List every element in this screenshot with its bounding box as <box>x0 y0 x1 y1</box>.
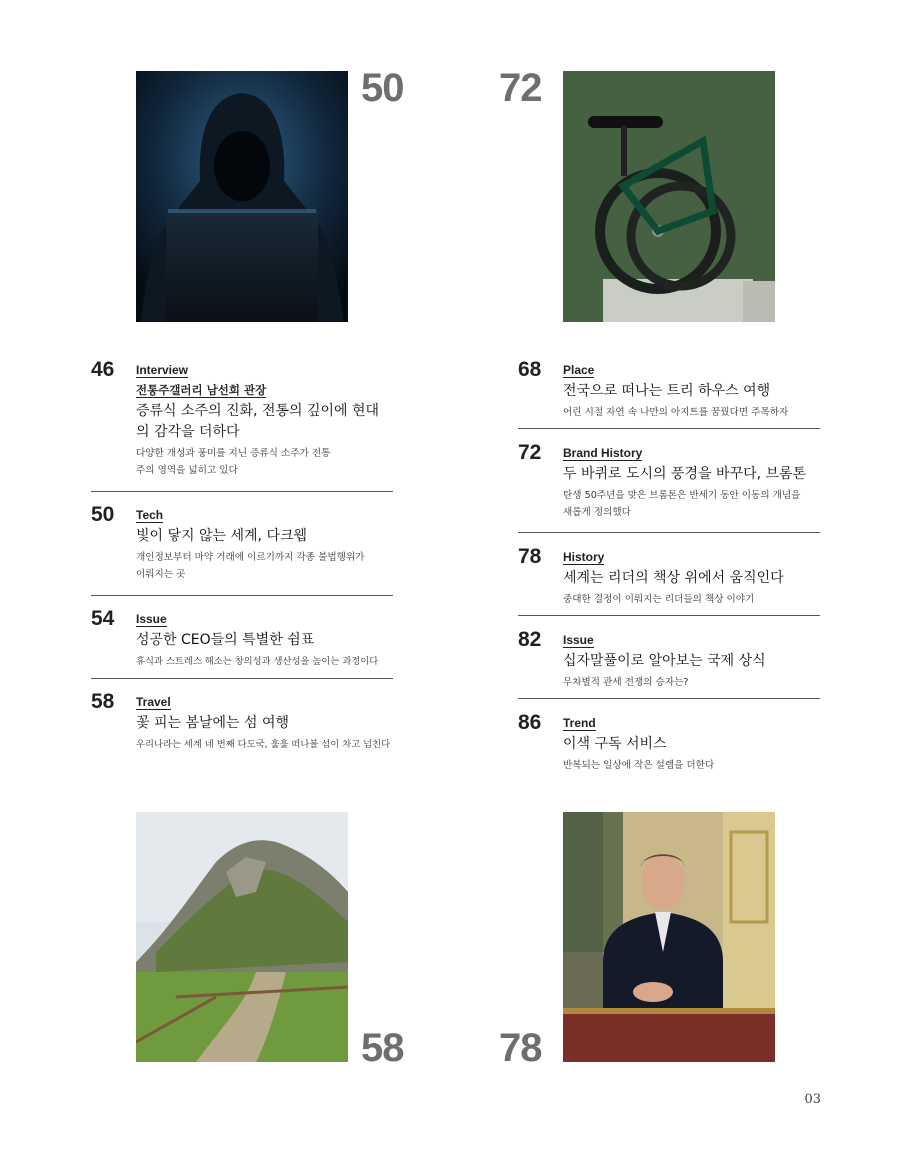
entry-title: 두 바퀴로 도시의 풍경을 바꾸다, 브롬톤 <box>563 466 807 482</box>
big-number-top-right: 72 <box>499 66 542 110</box>
entry-category: History <box>563 550 605 564</box>
entry-category: Place <box>563 363 595 377</box>
divider <box>518 698 820 699</box>
big-number-bottom-left: 58 <box>361 1026 404 1070</box>
entry-page-number: 46 <box>91 358 115 381</box>
entry-page-number: 86 <box>518 711 542 734</box>
entry-page-number: 50 <box>91 503 115 526</box>
entry-title: 꽃 피는 봄날에는 섬 여행 <box>136 715 290 731</box>
entry-description: 개인정보부터 마약 거래에 이르기까지 각종 불법행위가 이뤄지는 곳 <box>136 552 365 580</box>
entry-category: Travel <box>136 695 171 709</box>
dark-web-hacker-photo <box>136 71 348 322</box>
entry-description: 다양한 개성과 풍미를 지닌 증류식 소주가 전통주의 영역을 넓히고 있다 <box>136 448 331 476</box>
brompton-bicycle-photo <box>563 71 775 322</box>
entry-page-number: 78 <box>518 545 542 568</box>
entry-category: Interview <box>136 363 189 377</box>
entry-category: Tech <box>136 508 164 522</box>
entry-description: 우리나라는 세계 네 번째 다도국, 훌훌 떠나볼 섬이 차고 넘친다 <box>136 739 391 750</box>
entry-category: Trend <box>563 716 596 730</box>
entry-description: 휴식과 스트레스 해소는 창의성과 생산성을 높이는 과정이다 <box>136 656 379 667</box>
leader-desk-photo <box>563 812 775 1062</box>
big-number-bottom-right: 78 <box>499 1026 542 1070</box>
entry-page-number: 82 <box>518 628 542 651</box>
entry-page-number: 54 <box>91 607 115 630</box>
entry-title: 이색 구독 서비스 <box>563 736 667 752</box>
entry-title: 증류식 소주의 진화, 전통의 깊이에 현대의 감각을 더하다 <box>136 403 380 440</box>
entry-title: 전국으로 떠나는 트리 하우스 여행 <box>563 383 771 399</box>
entry-page-number: 68 <box>518 358 542 381</box>
entry-description: 무차별적 관세 전쟁의 승자는? <box>563 677 689 688</box>
entry-description: 반복되는 일상에 작은 설렘을 더한다 <box>563 760 715 771</box>
divider <box>518 615 820 616</box>
big-number-top-left: 50 <box>361 66 404 110</box>
page-number: 03 <box>804 1092 821 1107</box>
entry-description: 중대한 결정이 이뤄지는 리더들의 책상 이야기 <box>563 594 755 605</box>
divider <box>91 491 393 492</box>
divider <box>91 595 393 596</box>
entry-category: Brand History <box>563 446 643 460</box>
entry-description: 어린 시절 자연 속 나만의 아지트를 꿈꿨다면 주목하자 <box>563 407 789 418</box>
entry-subtitle: 전통주갤러리 남선희 관장 <box>136 383 267 397</box>
entry-category: Issue <box>563 633 594 647</box>
divider <box>91 678 393 679</box>
entry-title: 성공한 CEO들의 특별한 쉼표 <box>136 632 315 648</box>
entry-category: Issue <box>136 612 167 626</box>
entry-description: 탄생 50주년을 맞은 브롬톤은 반세기 동안 이동의 개념을 새롭게 정의했다 <box>563 490 801 518</box>
entry-page-number: 72 <box>518 441 542 464</box>
divider <box>518 532 820 533</box>
entry-title: 빛이 닿지 않는 세계, 다크웹 <box>136 528 308 544</box>
entry-title: 세계는 리더의 책상 위에서 움직인다 <box>563 570 784 586</box>
entry-title: 십자말풀이로 알아보는 국제 상식 <box>563 653 766 669</box>
divider <box>518 428 820 429</box>
island-rock-photo <box>136 812 348 1062</box>
entry-page-number: 58 <box>91 690 115 713</box>
